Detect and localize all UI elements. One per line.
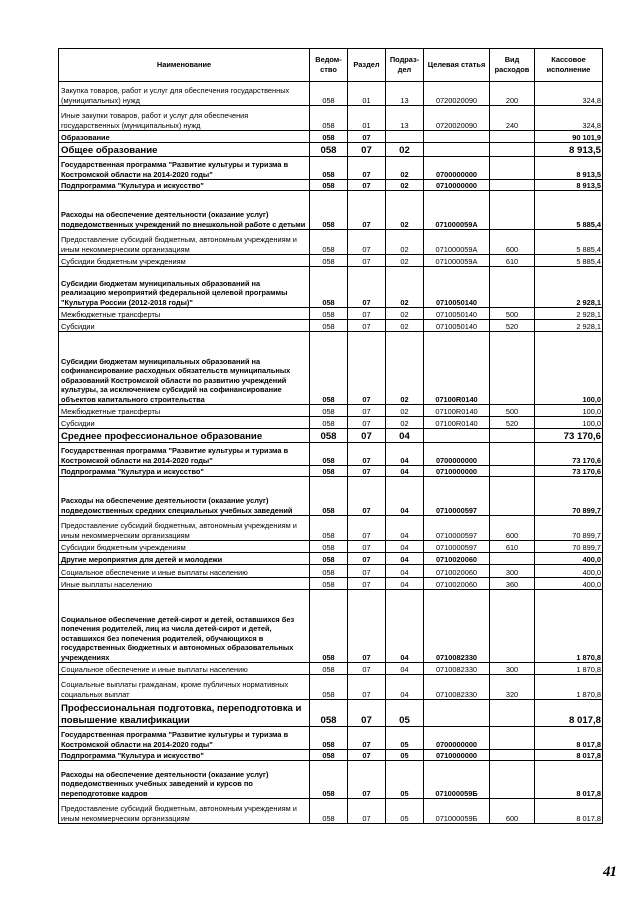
table-row [59,131,603,143]
table-row [59,143,603,157]
budget-table [58,48,603,824]
header-subsection: Подраз-дел [386,49,424,82]
cell-cash-execution: 8 913,5 [535,180,603,191]
cell-cash-execution: 400,0 [535,553,603,565]
cell-subsection: 04 [386,675,424,700]
cell-cash-execution: 8 017,8 [535,700,603,727]
cell-expense-type [490,466,535,477]
table-row [59,578,603,590]
table-row [59,417,603,429]
cell-name: Образование [59,131,310,143]
cell-target-article: 0710050140 [424,320,490,332]
table-row [59,429,603,443]
cell-section: 07 [348,320,386,332]
cell-target-article: 0720020090 [424,82,490,106]
cell-name: Общее образование [59,143,310,157]
cell-cash-execution: 1 870,8 [535,663,603,675]
cell-section: 07 [348,553,386,565]
cell-target-article: 0710020060 [424,553,490,565]
cell-section: 01 [348,106,386,131]
cell-subsection: 04 [386,516,424,541]
table-row [59,267,603,308]
cell-section: 07 [348,761,386,799]
cell-target-article: 0710000597 [424,477,490,516]
cell-cash-execution: 8 017,8 [535,727,603,750]
header-section: Раздел [348,49,386,82]
cell-expense-type [490,267,535,308]
cell-target-article: 07100R0140 [424,417,490,429]
table-row [59,157,603,180]
cell-subsection: 02 [386,405,424,417]
cell-cash-execution: 1 870,8 [535,675,603,700]
cell-department: 058 [310,106,348,131]
cell-cash-execution: 324,8 [535,106,603,131]
cell-section: 07 [348,143,386,157]
cell-expense-type: 320 [490,675,535,700]
cell-target-article: 071000059А [424,230,490,255]
cell-cash-execution: 400,0 [535,565,603,578]
cell-cash-execution: 5 885,4 [535,230,603,255]
cell-subsection: 04 [386,541,424,553]
table-row [59,106,603,131]
table-row [59,308,603,320]
cell-cash-execution: 2 928,1 [535,320,603,332]
cell-cash-execution: 1 870,8 [535,590,603,663]
cell-section: 07 [348,727,386,750]
table-row [59,727,603,750]
cell-department: 058 [310,565,348,578]
cell-department: 058 [310,332,348,405]
cell-expense-type: 200 [490,82,535,106]
cell-expense-type: 610 [490,541,535,553]
table-row [59,255,603,267]
cell-target-article: 0710000000 [424,466,490,477]
cell-name: Социальное обеспечение детей-сирот и детей, оставшихся без попечения родителей, лиц из числа детей-сирот и детей, оставшихся без попечения родителей, обучающихся в государственных бюджетных и автономных образовательных учреждениях [59,590,310,663]
cell-department: 058 [310,429,348,443]
cell-subsection: 04 [386,553,424,565]
cell-section: 07 [348,675,386,700]
header-target-article: Целевая статья [424,49,490,82]
cell-subsection: 05 [386,799,424,824]
cell-expense-type [490,761,535,799]
cell-subsection: 02 [386,255,424,267]
cell-subsection: 13 [386,106,424,131]
cell-department: 058 [310,578,348,590]
cell-expense-type [490,443,535,466]
cell-cash-execution: 8 913,5 [535,143,603,157]
cell-target-article: 0710082330 [424,590,490,663]
cell-department: 058 [310,308,348,320]
cell-expense-type: 610 [490,255,535,267]
cell-expense-type [490,131,535,143]
cell-cash-execution: 8 017,8 [535,761,603,799]
cell-cash-execution: 90 101,9 [535,131,603,143]
cell-section: 07 [348,308,386,320]
cell-department: 058 [310,320,348,332]
cell-name: Расходы на обеспечение деятельности (оказание услуг) подведомственных средних специальных учебных заведений [59,477,310,516]
cell-target-article [424,131,490,143]
cell-section: 07 [348,590,386,663]
table-row [59,675,603,700]
cell-name: Предоставление субсидий бюджетным, автономным учреждениям и иным некоммерческим организациям [59,799,310,824]
table-row [59,332,603,405]
cell-cash-execution: 400,0 [535,578,603,590]
cell-section: 07 [348,180,386,191]
cell-cash-execution: 5 885,4 [535,191,603,230]
cell-subsection: 02 [386,417,424,429]
cell-name: Субсидии [59,320,310,332]
cell-target-article: 0710050140 [424,267,490,308]
cell-name: Иные закупки товаров, работ и услуг для обеспечения государственных (муниципальных) нужд [59,106,310,131]
cell-section: 07 [348,267,386,308]
cell-expense-type: 520 [490,417,535,429]
table-row [59,761,603,799]
table-row [59,443,603,466]
cell-department: 058 [310,466,348,477]
table-row [59,320,603,332]
cell-name: Государственная программа "Развитие культуры и туризма в Костромской области на 2014-2020 годы" [59,443,310,466]
cell-department: 058 [310,799,348,824]
cell-department: 058 [310,267,348,308]
cell-department: 058 [310,663,348,675]
cell-subsection: 05 [386,750,424,761]
cell-section: 01 [348,82,386,106]
cell-subsection: 02 [386,157,424,180]
cell-name: Расходы на обеспечение деятельности (оказание услуг) подведомственных учреждений по внешкольной работе с детьми [59,191,310,230]
cell-target-article: 0710000000 [424,750,490,761]
cell-target-article [424,700,490,727]
cell-name: Социальное обеспечение и иные выплаты населению [59,663,310,675]
cell-name: Государственная программа "Развитие культуры и туризма в Костромской области на 2014-2020 годы" [59,727,310,750]
cell-subsection: 02 [386,143,424,157]
table-body [59,82,603,824]
header-expense-type: Вид расходов [490,49,535,82]
cell-subsection: 04 [386,466,424,477]
cell-expense-type: 600 [490,516,535,541]
cell-department: 058 [310,750,348,761]
cell-name: Субсидии [59,417,310,429]
cell-section: 07 [348,663,386,675]
cell-target-article: 0700000000 [424,443,490,466]
cell-name: Субсидии бюджетным учреждениям [59,541,310,553]
table-row [59,700,603,727]
cell-subsection: 04 [386,565,424,578]
cell-cash-execution: 8 017,8 [535,750,603,761]
cell-department: 058 [310,255,348,267]
table-row [59,230,603,255]
cell-target-article: 0700000000 [424,157,490,180]
cell-section: 07 [348,516,386,541]
cell-expense-type: 300 [490,663,535,675]
cell-subsection: 04 [386,429,424,443]
cell-name: Субсидии бюджетам муниципальных образований на софинансирование расходных обязательств муниципальных образований Костромской области по развитию учреждений культуры, за исключением субсидий на софинансирование объектов капитального строительства [59,332,310,405]
cell-cash-execution: 73 170,6 [535,429,603,443]
cell-name: Другие мероприятия для детей и молодежи [59,553,310,565]
cell-section: 07 [348,565,386,578]
cell-department: 058 [310,180,348,191]
cell-department: 058 [310,143,348,157]
cell-department: 058 [310,516,348,541]
cell-name: Иные выплаты населению [59,578,310,590]
cell-name: Предоставление субсидий бюджетным, автономным учреждениям и иным некоммерческим организациям [59,230,310,255]
cell-subsection: 04 [386,443,424,466]
cell-cash-execution: 100,0 [535,417,603,429]
cell-name: Подпрограмма "Культура и искусство" [59,750,310,761]
table-row [59,590,603,663]
table-row [59,405,603,417]
cell-expense-type [490,553,535,565]
cell-department: 058 [310,230,348,255]
cell-target-article: 0710000597 [424,516,490,541]
cell-expense-type: 500 [490,308,535,320]
cell-department: 058 [310,675,348,700]
cell-name: Социальное обеспечение и иные выплаты населению [59,565,310,578]
cell-name: Государственная программа "Развитие культуры и туризма в Костромской области на 2014-2020 годы" [59,157,310,180]
cell-expense-type [490,191,535,230]
cell-cash-execution: 100,0 [535,332,603,405]
cell-department: 058 [310,443,348,466]
cell-target-article: 071000059А [424,191,490,230]
cell-expense-type [490,590,535,663]
cell-target-article: 071000059А [424,255,490,267]
table-row [59,541,603,553]
cell-name: Профессиональная подготовка, переподготовка и повышение квалификации [59,700,310,727]
cell-cash-execution: 73 170,6 [535,443,603,466]
cell-subsection: 02 [386,180,424,191]
cell-cash-execution: 100,0 [535,405,603,417]
table-row [59,799,603,824]
cell-name: Субсидии бюджетным учреждениям [59,255,310,267]
cell-cash-execution: 2 928,1 [535,308,603,320]
cell-target-article: 0710082330 [424,663,490,675]
cell-expense-type: 300 [490,565,535,578]
cell-department: 058 [310,405,348,417]
cell-target-article [424,143,490,157]
cell-department: 058 [310,700,348,727]
cell-section: 07 [348,332,386,405]
table-row [59,750,603,761]
table-row [59,553,603,565]
cell-cash-execution: 70 899,7 [535,516,603,541]
cell-name: Межбюджетные трансферты [59,405,310,417]
table-header-row [59,49,603,82]
cell-expense-type: 520 [490,320,535,332]
cell-department: 058 [310,157,348,180]
cell-name: Социальные выплаты гражданам, кроме публичных нормативных социальных выплат [59,675,310,700]
cell-name: Закупка товаров, работ и услуг для обеспечения государственных (муниципальных) нужд [59,82,310,106]
cell-expense-type [490,180,535,191]
cell-section: 07 [348,443,386,466]
cell-department: 058 [310,541,348,553]
cell-expense-type: 360 [490,578,535,590]
cell-subsection: 04 [386,578,424,590]
table-row [59,565,603,578]
table-row [59,191,603,230]
cell-target-article: 0710020060 [424,578,490,590]
cell-expense-type: 600 [490,230,535,255]
cell-department: 058 [310,553,348,565]
cell-target-article: 0710000000 [424,180,490,191]
cell-section: 07 [348,466,386,477]
cell-cash-execution: 324,8 [535,82,603,106]
cell-target-article: 0720020090 [424,106,490,131]
cell-cash-execution: 5 885,4 [535,255,603,267]
cell-cash-execution: 2 928,1 [535,267,603,308]
cell-section: 07 [348,578,386,590]
cell-department: 058 [310,82,348,106]
cell-section: 07 [348,191,386,230]
cell-expense-type [490,477,535,516]
cell-expense-type: 240 [490,106,535,131]
cell-subsection: 02 [386,267,424,308]
cell-subsection: 05 [386,761,424,799]
cell-target-article: 0710050140 [424,308,490,320]
cell-name: Межбюджетные трансферты [59,308,310,320]
cell-subsection: 05 [386,727,424,750]
cell-cash-execution: 8 017,8 [535,799,603,824]
cell-expense-type: 600 [490,799,535,824]
cell-target-article: 0710000597 [424,541,490,553]
cell-cash-execution: 8 913,5 [535,157,603,180]
cell-section: 07 [348,255,386,267]
cell-target-article: 071000059Б [424,799,490,824]
cell-subsection: 02 [386,320,424,332]
cell-subsection: 04 [386,590,424,663]
table-row [59,477,603,516]
cell-target-article: 0700000000 [424,727,490,750]
cell-subsection: 02 [386,308,424,320]
cell-subsection: 04 [386,663,424,675]
cell-subsection: 13 [386,82,424,106]
cell-subsection: 05 [386,700,424,727]
cell-expense-type [490,332,535,405]
cell-department: 058 [310,191,348,230]
cell-department: 058 [310,477,348,516]
header-cash-execution: Кассовое исполнение [535,49,603,82]
cell-section: 07 [348,230,386,255]
table-row [59,180,603,191]
cell-subsection [386,131,424,143]
cell-subsection: 02 [386,230,424,255]
cell-section: 07 [348,477,386,516]
cell-expense-type [490,429,535,443]
cell-target-article: 07100R0140 [424,332,490,405]
header-name: Наименование [59,49,310,82]
cell-name: Подпрограмма "Культура и искусство" [59,466,310,477]
cell-expense-type: 500 [490,405,535,417]
cell-department: 058 [310,417,348,429]
cell-target-article: 07100R0140 [424,405,490,417]
table-row [59,466,603,477]
cell-department: 058 [310,590,348,663]
page-number: 41 [603,864,616,880]
cell-target-article: 0710082330 [424,675,490,700]
cell-expense-type [490,700,535,727]
header-department: Ведом-ство [310,49,348,82]
cell-name: Предоставление субсидий бюджетным, автономным учреждениям и иным некоммерческим организациям [59,516,310,541]
table-row [59,663,603,675]
cell-expense-type [490,750,535,761]
cell-expense-type [490,727,535,750]
cell-section: 07 [348,157,386,180]
cell-department: 058 [310,727,348,750]
cell-section: 07 [348,541,386,553]
cell-section: 07 [348,405,386,417]
table-row [59,516,603,541]
cell-section: 07 [348,429,386,443]
cell-target-article [424,429,490,443]
cell-expense-type [490,143,535,157]
cell-subsection: 02 [386,332,424,405]
cell-name: Расходы на обеспечение деятельности (оказание услуг) подведомственных учебных заведений и курсов по переподготовке кадров [59,761,310,799]
cell-department: 058 [310,131,348,143]
cell-section: 07 [348,799,386,824]
cell-section: 07 [348,131,386,143]
cell-expense-type [490,157,535,180]
cell-cash-execution: 73 170,6 [535,466,603,477]
cell-name: Субсидии бюджетам муниципальных образований на реализацию мероприятий федеральной целевой программы "Культура России (2012-2018 годы)" [59,267,310,308]
cell-section: 07 [348,700,386,727]
cell-section: 07 [348,750,386,761]
cell-name: Среднее профессиональное образование [59,429,310,443]
cell-subsection: 02 [386,191,424,230]
cell-subsection: 04 [386,477,424,516]
table-row [59,82,603,106]
cell-department: 058 [310,761,348,799]
cell-cash-execution: 70 899,7 [535,541,603,553]
cell-name: Подпрограмма "Культура и искусство" [59,180,310,191]
cell-section: 07 [348,417,386,429]
cell-cash-execution: 70 899,7 [535,477,603,516]
cell-target-article: 0710020060 [424,565,490,578]
cell-target-article: 071000059Б [424,761,490,799]
